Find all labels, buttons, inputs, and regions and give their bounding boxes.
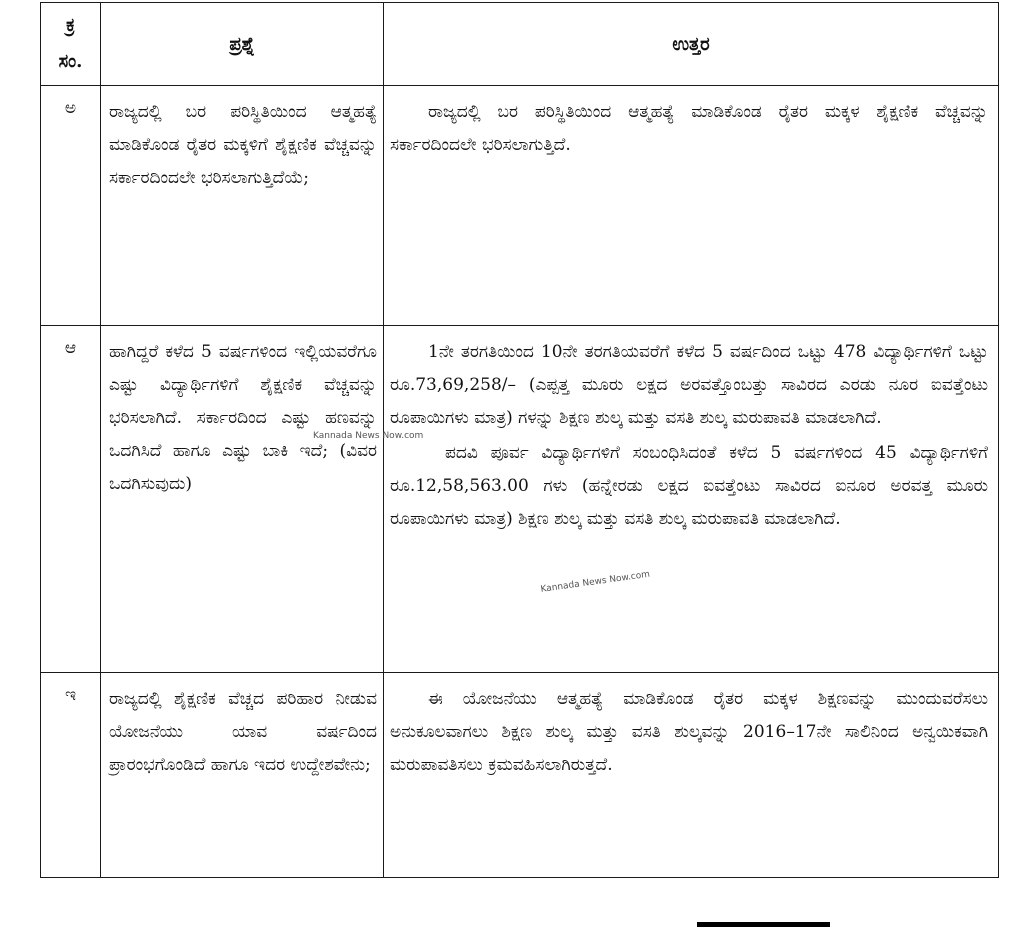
question-answer-table xyxy=(40,2,999,878)
serial-number: ಅ xyxy=(64,98,77,118)
answer-cell xyxy=(384,326,999,673)
answer-paragraph: 1ನೇ ತರಗತಿಯಿಂದ 10ನೇ ತರಗತಿಯವರೆಗೆ ಕಳೆದ 5 ವರ್ಷದಿಂದ ಒಟ್ಟು 478 ವಿದ್ಯಾರ್ಥಿಗಳಿಗೆ ಒಟ್ಟು ರೂ.73,69,258/– (ಎಪ್ಪತ್ತ ಮೂರು ಲಕ್ಷದ ಅರವತ್ತೊಂಬತ್ತು ಸಾವಿರದ ಎರಡು ನೂರ ಐವತ್ತೆಂಟು ರೂಪಾಯಿಗಳು ಮಾತ್ರ) ಗಳನ್ನು ಶಿಕ್ಷಣ ಶುಲ್ಕ ಮತ್ತು ವಸತಿ ಶುಲ್ಕ ಮರುಪಾವತಿ ಮಾಡಲಾಗಿದೆ. xyxy=(390,342,988,428)
answer-paragraph: ರಾಜ್ಯದಲ್ಲಿ ಬರ ಪರಿಸ್ಥಿತಿಯಿಂದ ಆತ್ಮಹತ್ಯೆ ಮಾಡಿಕೊಂಡ ರೈತರ ಮಕ್ಕಳ ಶೈಕ್ಷಣಿಕ ವೆಚ್ಚವನ್ನು ಸರ್ಕಾರದಿಂದಲೇ ಭರಿಸಲಾಗುತ್ತಿದೆ. xyxy=(390,102,988,155)
question-cell xyxy=(101,86,384,326)
header-answer-cell xyxy=(384,3,999,86)
answer-paragraph: ಪದವಿ ಪೂರ್ವ ವಿದ್ಯಾರ್ಥಿಗಳಿಗೆ ಸಂಬಂಧಿಸಿದಂತೆ ಕಳೆದ 5 ವರ್ಷಗಳಿಂದ 45 ವಿದ್ಯಾರ್ಥಿಗಳಿಗೆ ರೂ.12,58,563.00 ಗಳು (ಹನ್ನೇರಡು ಲಕ್ಷದ ಐವತ್ತೆಂಟು ಸಾವಿರದ ಐನೂರ ಅರವತ್ತ ಮೂರು ರೂಪಾಯಿಗಳು ಮಾತ್ರ) ಶಿಕ್ಷಣ ಶುಲ್ಕ ಮತ್ತು ವಸತಿ ಶುಲ್ಕ ಮರುಪಾವತಿ ಮಾಡಲಾಗಿದೆ. xyxy=(390,443,988,529)
table-header-row xyxy=(41,3,999,86)
answer-cell xyxy=(384,673,999,878)
watermark: Kannada News Now.com xyxy=(313,431,424,441)
table-row xyxy=(41,326,999,673)
header-question-label: ಪ್ರಶ್ನೆ xyxy=(229,33,255,55)
serial-number: ಇ xyxy=(64,685,77,705)
answer-cell xyxy=(384,86,999,326)
signature-line xyxy=(697,922,830,927)
question-text: ಹಾಗಿದ್ದರೆ ಕಳೆದ 5 ವರ್ಷಗಳಿಂದ ಇಲ್ಲಿಯವರೆಗೂ ಎಷ್ಟು ವಿದ್ಯಾರ್ಥಿಗಳಿಗೆ ಶೈಕ್ಷಣಿಕ ವೆಚ್ಚವನ್ನು ಭರಿಸಲಾಗಿದೆ. ಸರ್ಕಾರದಿಂದ ಎಷ್ಟು ಹಣವನ್ನು ಒದಗಿಸಿದೆ ಹಾಗೂ ಎಷ್ಟು ಬಾಕಿ ಇದೆ; (ವಿವರ ಒದಗಿಸುವುದು) xyxy=(109,342,377,494)
question-text: ರಾಜ್ಯದಲ್ಲಿ ಶೈಕ್ಷಣಿಕ ವೆಚ್ಚದ ಪರಿಹಾರ ನೀಡುವ ಯೋಜನೆಯು ಯಾವ ವರ್ಷದಿಂದ ಪ್ರಾರಂಭಗೊಂಡಿದೆ ಹಾಗೂ ಇದರ ಉದ್ದೇಶವೇನು; xyxy=(109,689,377,775)
header-serial-cell xyxy=(41,3,101,86)
serial-cell xyxy=(41,326,101,673)
serial-cell xyxy=(41,86,101,326)
answer-paragraph: ಈ ಯೋಜನೆಯು ಆತ್ಮಹತ್ಯೆ ಮಾಡಿಕೊಂಡ ರೈತರ ಮಕ್ಕಳ ಶಿಕ್ಷಣವನ್ನು ಮುಂದುವರೆಸಲು ಅನುಕೂಲವಾಗಲು ಶಿಕ್ಷಣ ಶುಲ್ಕ ಮತ್ತು ವಸತಿ ಶುಲ್ಕವನ್ನು 2016–17ನೇ ಸಾಲಿನಿಂದ ಅನ್ವಯಿಕವಾಗಿ ಮರುಪಾವತಿಸಲು ಕ್ರಮವಹಿಸಲಾಗಿರುತ್ತದೆ. xyxy=(390,689,988,775)
question-cell xyxy=(101,326,384,673)
table-row xyxy=(41,673,999,878)
question-text: ರಾಜ್ಯದಲ್ಲಿ ಬರ ಪರಿಸ್ಥಿತಿಯಿಂದ ಆತ್ಮಹತ್ಯೆ ಮಾಡಿಕೊಂಡ ರೈತರ ಮಕ್ಕಳಿಗೆ ಶೈಕ್ಷಣಿಕ ವೆಚ್ಚವನ್ನು ಸರ್ಕಾರದಿಂದಲೇ ಭರಿಸಲಾಗುತ್ತಿದೆಯೆ; xyxy=(109,102,377,188)
watermark: Kannada News Now.com xyxy=(540,569,651,595)
question-cell xyxy=(101,673,384,878)
header-serial-line2: ಸಂ. xyxy=(58,51,83,72)
serial-cell xyxy=(41,673,101,878)
serial-number: ಆ xyxy=(64,338,77,358)
header-answer-label: ಉತ್ತರ xyxy=(672,33,710,55)
header-serial-line1: ಕ್ರ xyxy=(66,15,75,36)
header-question-cell xyxy=(101,3,384,86)
table-row xyxy=(41,86,999,326)
